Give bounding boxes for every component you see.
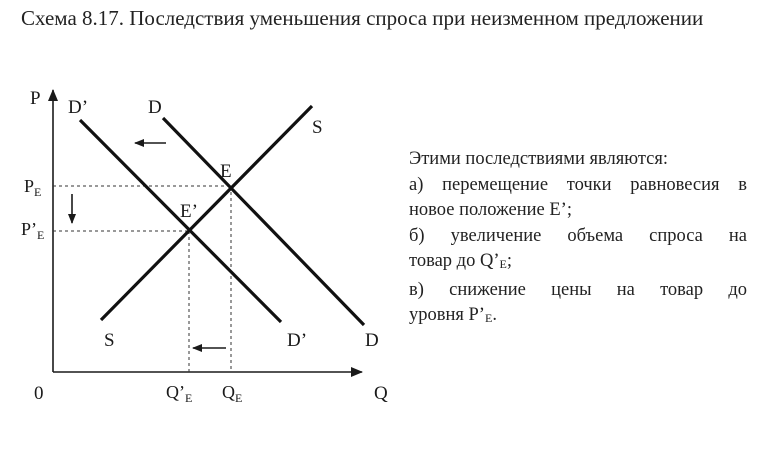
- curve-label-s-top: S: [312, 117, 323, 138]
- price-tick-pe: $P_E$: [24, 176, 42, 199]
- description-intro: Этими последствиями являются:: [409, 149, 669, 169]
- price-axis-label: P: [30, 88, 41, 109]
- quantity-tick-qe-prime: $Q’_E$: [166, 382, 193, 405]
- description-item-a-line-1: а) перемещение точки равновесия в: [409, 174, 747, 195]
- curve-label-d-bottom: D: [365, 330, 379, 351]
- description-item-b-line-2: товар до $Q’_E$;: [409, 251, 512, 271]
- origin-label: 0: [34, 383, 44, 404]
- equilibrium-label-e: E: [220, 161, 232, 182]
- supply-curve-s: [101, 106, 312, 320]
- description-item-c-line-1: в) снижение цены на товар до: [409, 279, 747, 300]
- figure-title: Схема 8.17. Последствия уменьшения спроса при неизменном предложении: [21, 6, 704, 30]
- description-item-a-line-2: новое положение E’;: [409, 200, 572, 220]
- equilibrium-label-e-prime: E’: [180, 201, 198, 222]
- curve-label-d-top: D: [148, 97, 162, 118]
- curve-label-d-prime-top: D’: [68, 97, 89, 118]
- description-item-b-line-1: б) увеличение объема спроса на: [409, 225, 747, 246]
- quantity-tick-qe: $Q_E$: [222, 382, 243, 405]
- price-tick-pe-prime: $P’_E$: [21, 219, 45, 242]
- curve-label-d-prime-bottom: D’: [287, 330, 308, 351]
- quantity-axis-label: Q: [374, 383, 388, 404]
- consequences-description: [409, 147, 747, 332]
- description-item-c-line-2: уровня $P’_E$.: [409, 305, 497, 325]
- curve-label-s-bottom: S: [104, 330, 115, 351]
